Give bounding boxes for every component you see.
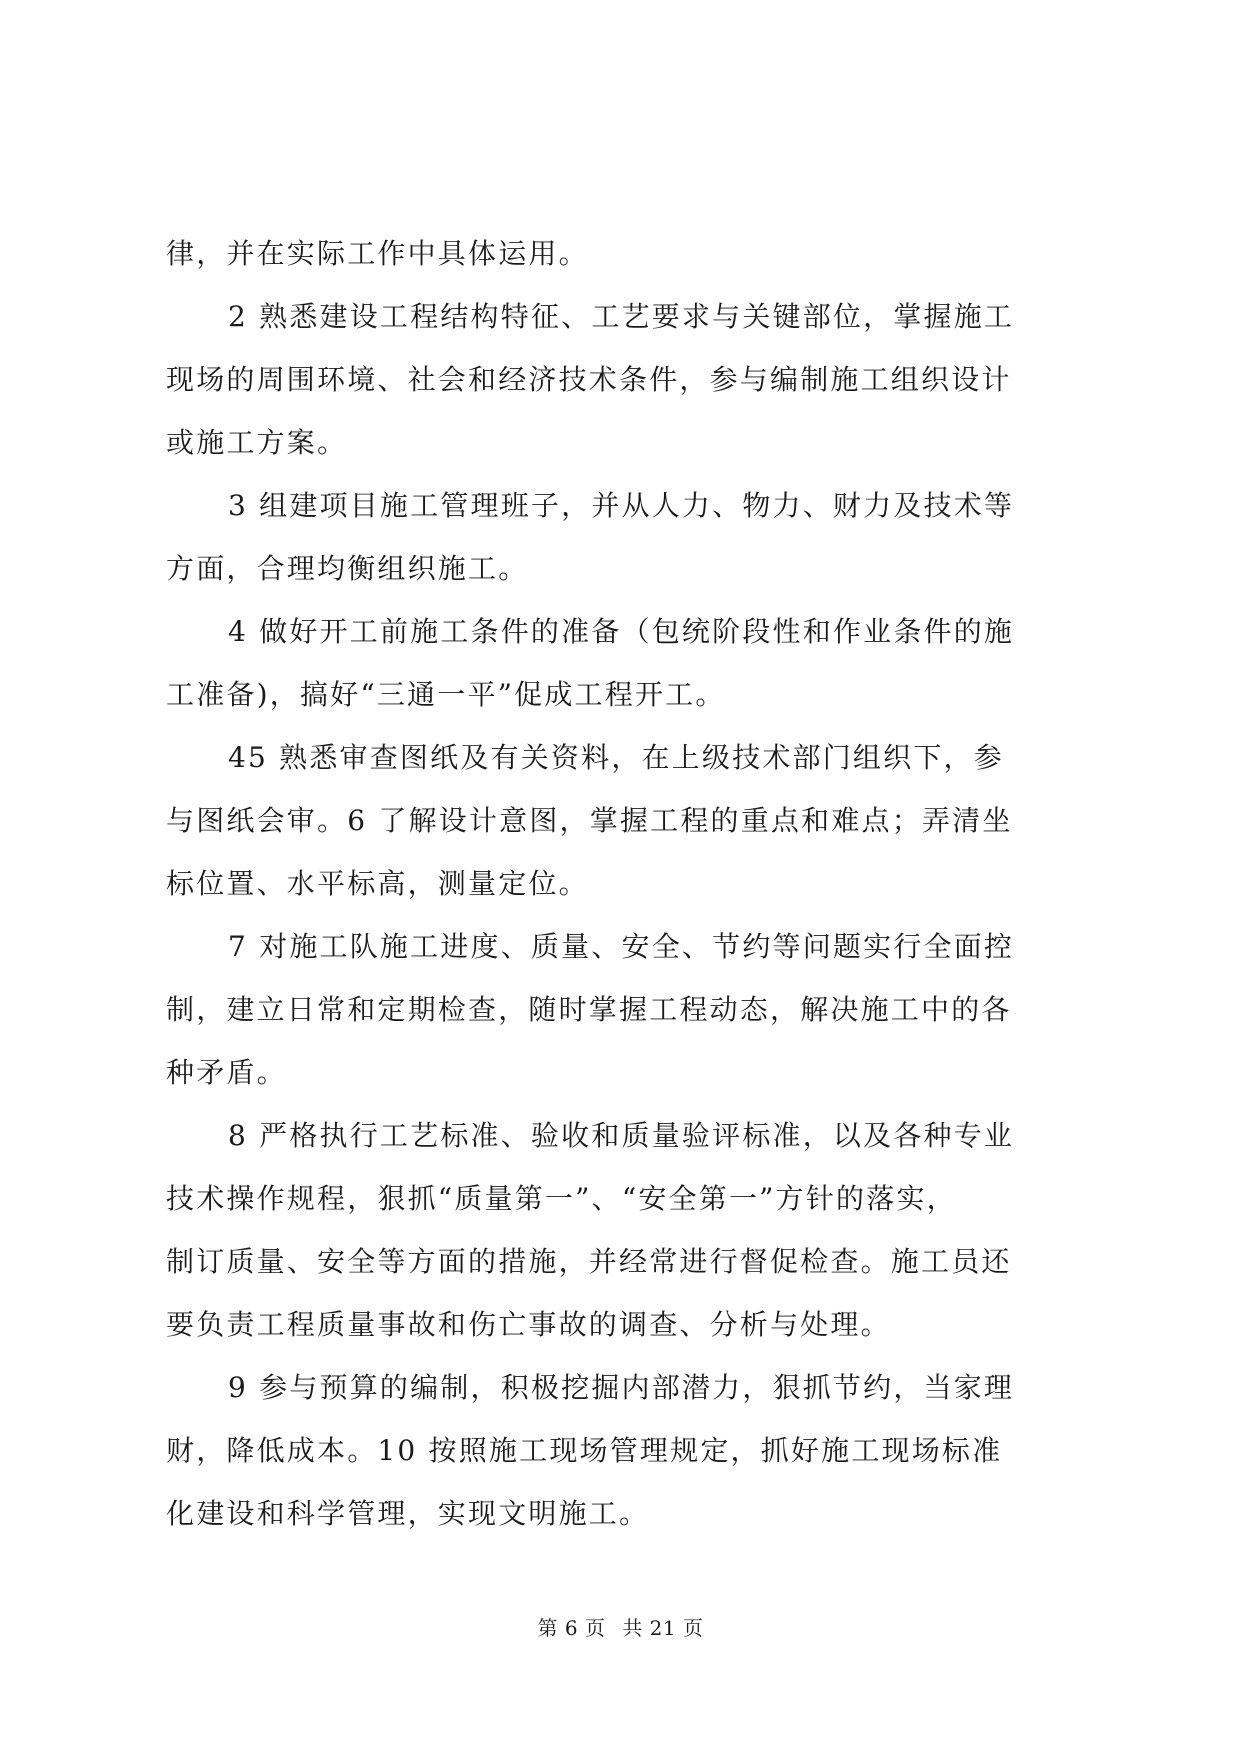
text-line: 4 做好开工前施工条件的准备（包统阶段性和作业条件的施 bbox=[228, 615, 1015, 648]
text-line: 与图纸会审。6 了解设计意图，掌握工程的重点和难点；弄清坐 bbox=[166, 804, 1013, 837]
text-line: 要负责工程质量事故和伤亡事故的调查、分析与处理。 bbox=[166, 1308, 891, 1341]
text-line: 7 对施工队施工进度、质量、安全、节约等问题实行全面控 bbox=[228, 930, 1015, 963]
page-number: 第 6 页 bbox=[537, 1616, 606, 1640]
text-line: 3 组建项目施工管理班子，并从人力、物力、财力及技术等 bbox=[228, 489, 1015, 522]
text-line: 制，建立日常和定期检查，随时掌握工程动态，解决施工中的各 bbox=[166, 993, 1012, 1026]
page-footer bbox=[0, 1614, 1241, 1642]
text-line: 化建设和科学管理，实现文明施工。 bbox=[166, 1497, 650, 1530]
text-line: 种矛盾。 bbox=[166, 1056, 287, 1089]
text-line: 或施工方案。 bbox=[166, 426, 348, 459]
text-line: 工准备)，搞好“三通一平”促成工程开工。 bbox=[166, 678, 726, 711]
text-line: 制订质量、安全等方面的措施，并经常进行督促检查。施工员还 bbox=[166, 1245, 1012, 1278]
body-text bbox=[166, 222, 1081, 1545]
text-line: 2 熟悉建设工程结构特征、工艺要求与关键部位，掌握施工 bbox=[228, 300, 1015, 333]
text-line: 财，降低成本。10 按照施工现场管理规定，抓好施工现场标准 bbox=[166, 1434, 1003, 1467]
text-line: 律，并在实际工作中具体运用。 bbox=[166, 237, 589, 270]
text-line: 方面，合理均衡组织施工。 bbox=[166, 552, 529, 585]
total-pages: 共 21 页 bbox=[622, 1616, 704, 1640]
text-line: 技术操作规程，狠抓“质量第一”、“安全第一”方针的落实， bbox=[166, 1182, 957, 1215]
text-line: 45 熟悉审查图纸及有关资料，在上级技术部门组织下，参 bbox=[228, 741, 1004, 774]
text-line: 9 参与预算的编制，积极挖掘内部潜力，狠抓节约，当家理 bbox=[228, 1371, 1015, 1404]
text-line: 现场的周围环境、社会和经济技术条件，参与编制施工组织设计 bbox=[166, 363, 1012, 396]
text-line: 标位置、水平标高，测量定位。 bbox=[166, 867, 589, 900]
text-line: 8 严格执行工艺标准、验收和质量验评标准，以及各种专业 bbox=[228, 1119, 1015, 1152]
